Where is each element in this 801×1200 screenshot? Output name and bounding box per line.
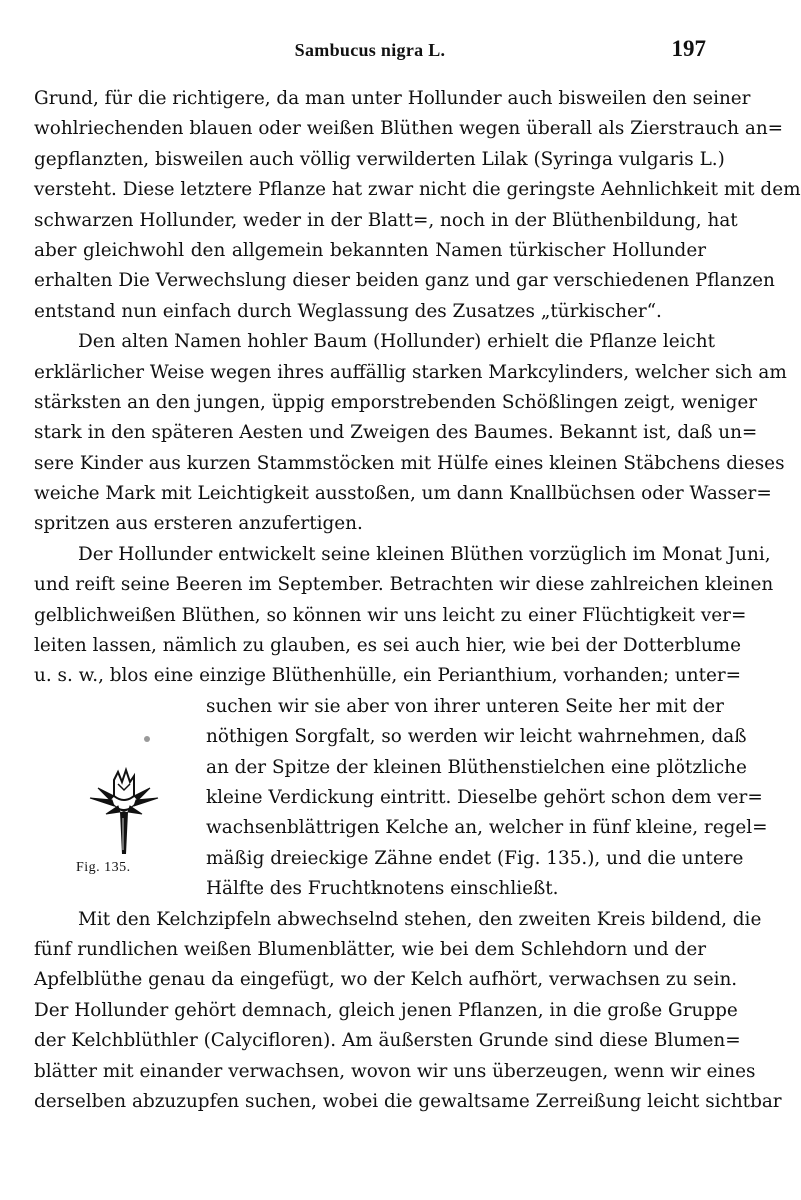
text-line-27: Hälfte des Fruchtknotens einschließt. [206,878,559,900]
text-line-26: mäßig dreieckige Zähne endet (Fig. 135.), und die untere [206,847,744,869]
text-line-28: Mit den Kelchzipfeln abwechselnd stehen, den zweiten Kreis bildend, die [78,908,762,930]
text-line-32: der Kelchblüthler (Calycifloren). Am äußersten Grunde sind diese Blumen= [34,1030,741,1052]
figure-caption: Fig. 135. [76,860,131,875]
text-line-8: entstand nun einfach durch Weglassung des Zusatzes „türkischer“. [34,300,662,322]
page-header [34,36,706,70]
text-line-1: Grund, für die richtigere, da man unter Hollunder auch bisweilen den seiner [34,88,751,109]
text-line-17: und reift seine Beeren im September. Betrachten wir diese zahlreichen kleinen [34,574,774,596]
text-line-3: gepflanzten, bisweilen auch völlig verwilderten Lilak (Syringa vulgaris L.) [34,148,725,170]
text-line-14: weiche Mark mit Leichtigkeit ausstoßen, um dann Knallbüchsen oder Wasser= [34,483,772,505]
text-line-34: derselben abzuzupfen suchen, wobei die gewaltsame Zerreißung leicht sichtbar [34,1090,782,1112]
text-line-29: fünf rundlichen weißen Blumenblätter, wie bei dem Schlehdorn und der [34,938,706,960]
text-line-16: Der Hollunder entwickelt seine kleinen Blüthen vorzüglich im Monat Juni, [78,543,771,565]
text-line-24: kleine Verdickung eintritt. Dieselbe gehört schon dem ver= [206,786,763,808]
text-line-30: Apfelblüthe genau da eingefügt, wo der Kelch aufhört, verwachsen zu sein. [34,969,738,991]
text-line-11: stärksten an den jungen, üppig emporstrebenden Schößlingen zeigt, weniger [34,391,758,413]
text-line-25: wachsenblättrigen Kelche an, welcher in fünf kleine, regel= [206,817,768,839]
text-line-5: schwarzen Hollunder, weder in der Blatt=, noch in der Blüthenbildung, hat [34,209,738,231]
text-line-4: versteht. Diese letztere Pflanze hat zwar nicht die geringste Aehnlichkeit mit dem [34,179,801,201]
text-line-9: Den alten Namen hohler Baum (Hollunder) erhielt die Pflanze leicht [78,331,716,353]
text-line-33: blätter mit einander verwachsen, wovon wir uns überzeugen, wenn wir eines [34,1060,756,1082]
text-line-6: aber gleichwohl den allgemein bekannten Namen türkischer Hollunder [34,239,706,261]
text-line-21: suchen wir sie aber von ihrer unteren Seite her mit der [206,695,724,717]
text-line-23: an der Spitze der kleinen Blüthenstielchen eine plötzliche [206,756,747,778]
text-line-22: nöthigen Sorgfalt, so werden wir leicht wahrnehmen, daß [206,726,747,748]
text-line-15: spritzen aus ersteren anzufertigen. [34,513,363,535]
body-text [34,84,801,1117]
text-line-19: leiten lassen, nämlich zu glauben, es sei auch hier, wie bei der Dotterblume [34,635,741,657]
print-speck [144,736,150,742]
text-line-13: sere Kinder aus kurzen Stammstöcken mit Hülfe eines kleinen Stäbchens dieses [34,452,785,474]
text-line-31: Der Hollunder gehört demnach, gleich jenen Pflanzen, in die große Gruppe [34,999,738,1021]
text-line-7: erhalten Die Verwechslung dieser beiden ganz und gar verschiedenen Pflanzen [34,270,775,292]
text-line-18: gelblichweißen Blüthen, so können wir uns leicht zu einer Flüchtigkeit ver= [34,604,747,626]
text-line-10: erklärlicher Weise wegen ihres auffällig starken Markcylinders, welcher sich am [34,361,787,383]
text-line-2: wohlriechenden blauen oder weißen Blüthen wegen überall als Zierstrauch an= [34,118,784,140]
text-line-12: stark in den späteren Aesten und Zweigen des Baumes. Bekannt ist, daß un= [34,422,758,444]
running-title: Sambucus nigra L. [294,40,446,60]
text-line-20: u. s. w., blos eine einzige Blüthenhülle, ein Perianthium, vorhanden; unter= [34,665,742,687]
page-number: 197 [671,36,706,61]
